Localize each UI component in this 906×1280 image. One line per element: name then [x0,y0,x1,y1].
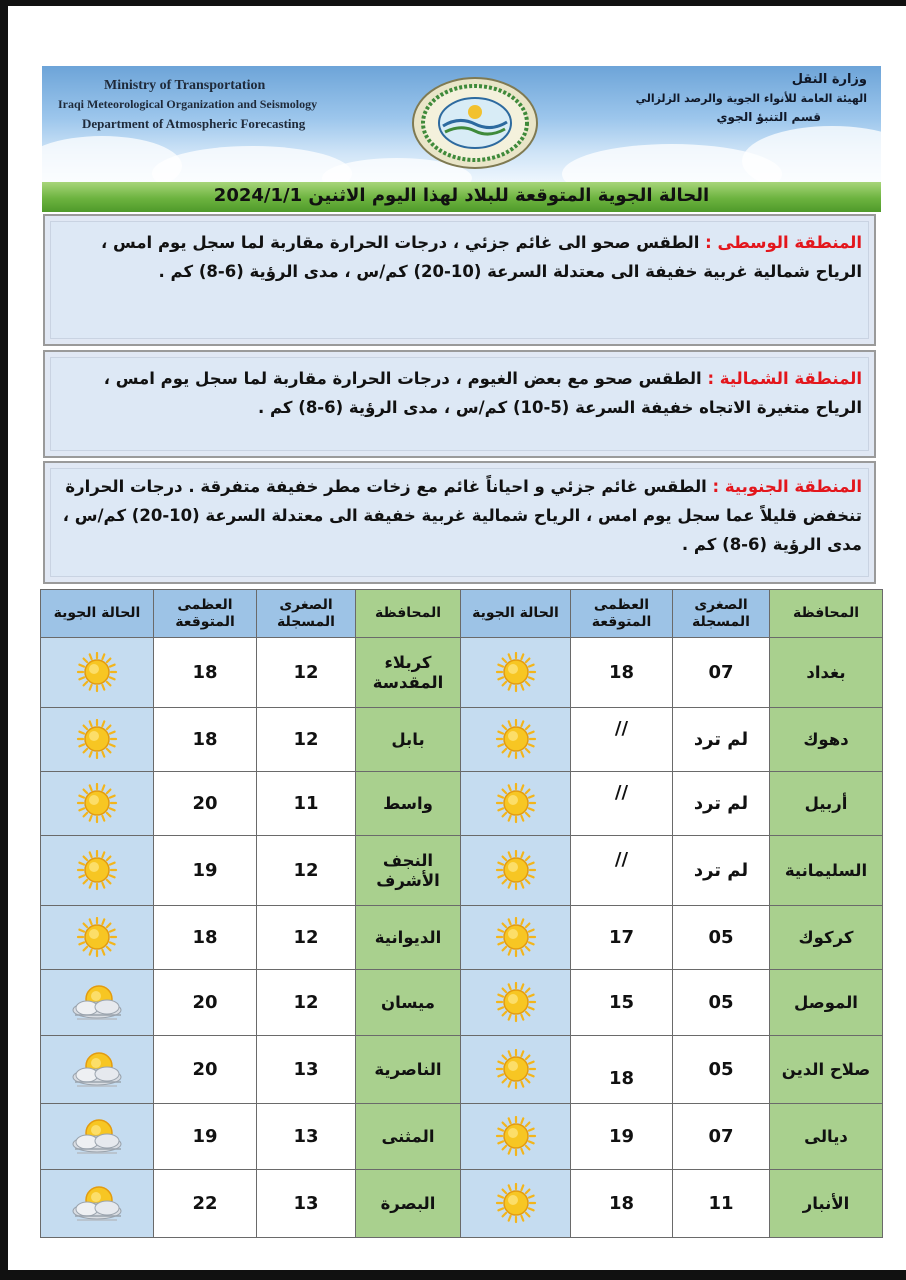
max-temp-left-value: 19 [192,1126,218,1147]
sun-icon [494,783,538,825]
province-right [770,906,883,970]
weather-icon-left [41,906,154,970]
province-right [770,772,883,836]
department-name-ar: قسم التنبؤ الجوي [716,110,821,124]
header-max-right: العظمى المتوقعة [571,590,673,638]
screen-edge-left [0,0,8,1280]
table-row [41,1036,883,1104]
sun-icon [75,783,119,825]
table-row [41,1104,883,1170]
region-south-forecast: الطقس غائم جزئي و احياناً غائم مع زخات مطر خفيفة متفرقة . درجات الحرارة تنخفض قليلاً عما سجل يوم امس ، الرياح شمالية غربية خفيفة الى معتدلة السرعة (10-20) كم/س ، مدى الرؤية (6-8) كم . [62,477,862,554]
min-temp-right-value: لم ترد [693,860,749,881]
sun-icon [75,652,119,694]
sun-icon [494,1183,538,1225]
province-left [356,1036,461,1104]
min-temp-right-value: 05 [708,1059,734,1080]
min-temp-right [673,1104,770,1170]
min-temp-left [257,1104,356,1170]
min-temp-left [257,638,356,708]
max-temp-right-value: 19 [608,1126,635,1147]
min-temp-left-value: 12 [293,927,319,948]
weather-icon-left [41,970,154,1036]
forecast-table [40,589,883,1238]
weather-icon-right [461,906,571,970]
province-left-value: النجف الأشرف [376,850,440,890]
sun-icon [494,1116,538,1158]
min-temp-right [673,906,770,970]
sun-icon [75,719,119,761]
weather-icon-right [461,708,571,772]
max-temp-left [154,1170,257,1238]
partly-cloudy-icon [67,1049,127,1091]
min-temp-left-value: 12 [293,662,319,683]
min-temp-right-value: لم ترد [693,729,749,750]
header-max-left: العظمى المتوقعة [154,590,257,638]
max-temp-right-value: // [614,781,629,803]
province-right-value: الموصل [794,992,858,1012]
max-temp-right [571,906,673,970]
max-temp-left [154,906,257,970]
table-row [41,638,883,708]
max-temp-right [571,772,673,836]
ministry-name-en: Ministry of Transportation [104,78,266,93]
weather-icon-left [41,1104,154,1170]
max-temp-right [571,708,673,772]
header-province-left: المحافظة [356,590,461,638]
province-left-value: كربلاء المقدسة [372,652,444,692]
organization-name-ar: الهيئة العامة للأنواء الجوية والرصد الزلزالي [635,92,867,105]
table-row [41,1170,883,1238]
max-temp-left-value: 20 [192,992,218,1013]
min-temp-right [673,970,770,1036]
weather-icon-left [41,836,154,906]
province-right-value: بغداد [806,662,846,682]
max-temp-left-value: 18 [192,729,218,750]
weather-icon-left [41,1170,154,1238]
weather-icon-right [461,836,571,906]
sun-icon [494,1049,538,1091]
province-right [770,1170,883,1238]
province-right-value: الأنبار [802,1193,850,1213]
weather-icon-right [461,970,571,1036]
min-temp-right [673,772,770,836]
min-temp-left-value: 12 [293,992,319,1013]
weather-icon-left [41,1036,154,1104]
weather-icon-left [41,708,154,772]
region-north-text [57,364,862,422]
english-header [58,76,358,133]
table-row [41,772,883,836]
province-left-value: ميسان [380,992,436,1012]
min-temp-right-value: لم ترد [693,793,749,814]
region-south-name: المنطقة الجنوبية : [712,477,862,496]
max-temp-right [571,1170,673,1238]
table-row [41,836,883,906]
screen-edge-top [0,0,906,6]
min-temp-left [257,906,356,970]
min-temp-right-value: 05 [708,927,734,948]
min-temp-left [257,836,356,906]
min-temp-left-value: 12 [293,860,319,881]
max-temp-right [571,638,673,708]
max-temp-right-value: 18 [608,662,635,683]
page-title: الحالة الجوية المتوقعة للبلاد لهذا اليوم الاثنين 2024/1/1 [213,185,710,206]
min-temp-right-value: 07 [708,662,734,683]
organization-name-en: Iraqi Meteorological Organization and Seismology [58,97,318,111]
max-temp-left-value: 20 [192,1059,218,1080]
province-left-value: بابل [391,729,425,749]
min-temp-right-value: 05 [708,992,734,1013]
min-temp-right [673,638,770,708]
min-temp-right [673,1036,770,1104]
title-bar [42,182,881,212]
province-left [356,708,461,772]
region-south [43,461,876,584]
table-row [41,708,883,772]
region-central-forecast: الطقس صحو الى غائم جزئي ، درجات الحرارة مقاربة لما سجل يوم امس ، الرياح شمالية غربية خفيفة الى معتدلة السرعة (10-20) كم/س ، مدى الرؤية (6-8) كم . [101,233,862,281]
max-temp-left [154,1036,257,1104]
max-temp-right-value: 18 [608,1068,635,1089]
province-right-value: كركوك [798,927,854,947]
max-temp-left [154,970,257,1036]
max-temp-right-value: // [614,848,629,870]
partly-cloudy-icon [67,1116,127,1158]
max-temp-left [154,772,257,836]
max-temp-right-value: // [614,717,629,739]
header-weather-right: الحالة الجوية [461,590,571,638]
province-right [770,708,883,772]
table-row [41,970,883,1036]
min-temp-left [257,970,356,1036]
max-temp-left-value: 20 [192,793,218,814]
max-temp-left [154,836,257,906]
max-temp-right [571,1104,673,1170]
weather-icon-right [461,1104,571,1170]
weather-icon-right [461,772,571,836]
max-temp-left-value: 18 [192,662,218,683]
header-min-left: الصغرى المسجلة [257,590,356,638]
header-banner [42,66,881,182]
sun-icon [494,917,538,959]
province-left-value: واسط [383,793,433,813]
min-temp-left [257,708,356,772]
province-left-value: الناصرية [374,1059,442,1079]
region-central-text [57,228,862,286]
max-temp-right [571,1036,673,1104]
province-right-value: أربيل [804,793,848,813]
header-province-right: المحافظة [770,590,883,638]
weather-icon-left [41,772,154,836]
sun-icon [494,982,538,1024]
weather-icon-right [461,638,571,708]
province-right-value: صلاح الدين [781,1059,871,1079]
table-header-row [41,590,883,638]
region-north-name: المنطقة الشمالية : [707,369,862,388]
region-south-text [57,472,862,559]
region-central-name: المنطقة الوسطى : [705,233,862,252]
region-north [43,350,876,458]
min-temp-left-value: 13 [293,1126,319,1147]
screen-edge-bottom [0,1270,906,1280]
partly-cloudy-icon [67,1183,127,1225]
min-temp-left [257,1170,356,1238]
weather-icon-right [461,1036,571,1104]
min-temp-left-value: 11 [293,793,319,814]
min-temp-right [673,836,770,906]
sun-icon [494,850,538,892]
province-right [770,1104,883,1170]
weather-icon-right [461,1170,571,1238]
ministry-name-ar: وزارة النقل [791,72,867,87]
min-temp-left-value: 12 [293,729,319,750]
province-right [770,836,883,906]
province-left-value: الديوانية [374,927,442,947]
emblem-logo-icon [411,76,539,170]
table-row [41,906,883,970]
province-left [356,638,461,708]
province-left-value: المثنى [381,1126,435,1146]
max-temp-right [571,970,673,1036]
sun-icon [75,850,119,892]
max-temp-right-value: 18 [608,1193,635,1214]
province-right [770,970,883,1036]
province-left [356,772,461,836]
weather-icon-left [41,638,154,708]
province-right-value: ديالى [804,1126,848,1146]
max-temp-left-value: 18 [192,927,218,948]
province-right [770,638,883,708]
max-temp-left-value: 19 [192,860,218,881]
min-temp-left [257,772,356,836]
province-left-value: البصرة [380,1193,436,1213]
header-weather-left: الحالة الجوية [41,590,154,638]
province-right-value: دهوك [803,729,849,749]
max-temp-left [154,708,257,772]
min-temp-left [257,1036,356,1104]
province-left [356,1170,461,1238]
max-temp-left [154,1104,257,1170]
province-left [356,1104,461,1170]
province-left [356,906,461,970]
province-left [356,970,461,1036]
max-temp-left-value: 22 [192,1193,218,1214]
province-right-value: السليمانية [784,860,868,880]
department-name-en: Department of Atmospheric Forecasting [82,116,306,131]
header-min-right: الصغرى المسجلة [673,590,770,638]
sun-icon [494,652,538,694]
min-temp-right [673,1170,770,1238]
min-temp-right [673,708,770,772]
province-right [770,1036,883,1104]
min-temp-left-value: 13 [293,1193,319,1214]
min-temp-right-value: 07 [708,1126,734,1147]
min-temp-right-value: 11 [708,1193,734,1214]
max-temp-right [571,836,673,906]
sun-icon [494,719,538,761]
arabic-header [607,70,867,127]
region-central [43,214,876,346]
max-temp-right-value: 17 [608,927,635,948]
partly-cloudy-icon [67,982,127,1024]
max-temp-left [154,638,257,708]
sun-icon [75,917,119,959]
province-left [356,836,461,906]
region-north-forecast: الطقس صحو مع بعض الغيوم ، درجات الحرارة مقاربة لما سجل يوم امس ، الرياح متغيرة الاتجاه خفيفة السرعة (5-10) كم/س ، مدى الرؤية (6-8) كم . [103,369,862,417]
min-temp-left-value: 13 [293,1059,319,1080]
max-temp-right-value: 15 [608,992,635,1013]
